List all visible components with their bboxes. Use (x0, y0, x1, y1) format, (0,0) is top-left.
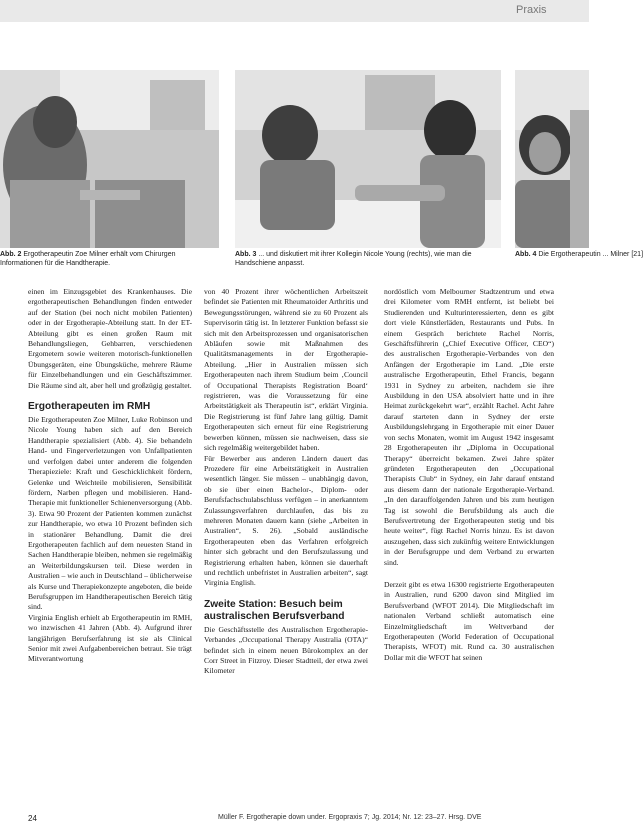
caption-text: ... und diskutiert mit ihrer Kollegin Nicole Young (rechts), wie man die Handschiene anpasst. (235, 251, 472, 267)
paragraph: Die Ergotherapeuten Zoe Milner, Luke Robinson und Nicole Young haben sich auf den Bereich Handtherapie spezialisiert (Abb. 4). Sie behandeln Hand- und Fingerverletzungen von Unfallpatienten und verfolgen dabei unter anderem die folgenden Therapieziele: Kraft und Geschicklichkeit fördern, Gelenke und Weichteile mobilisieren, Sensibilität fördern, Narben pflegen und mobilisieren. Hand-Therapie mit funktioneller Schienenversorgung (Abb. 3). Etwa 90 Prozent der Patienten kommen zunächst zur Handtherapie, wo etwa 10 Prozent befinden sich in stationärer Behandlung. Damit die drei Ergotherapeuten fachlich auf dem neuesten Stand in Sachen Handtherapie bleiben, nehmen sie regelmäßig an Weiterbildungskursen teil. Diese werden in Australien – wie auch in Deutschland – üblicherweise als Kurse und Therapiekonzepte angeboten, die beide Berufsgruppen im Handtherapeutischen Bereich tätig sind. (28, 415, 192, 612)
text-column-1 (28, 287, 192, 805)
paragraph: von 40 Prozent ihrer wöchentlichen Arbeitszeit befindet sie Patienten mit Rheumatoider Arthritis und Bewegungsstörungen, während sie zu 60 Prozent als Supervisorin tätig ist. In letzterer Funktion befasst sie sich mit den Arbeitsprozessen und organisatorischen Abläufen sowie mit Maßnahmen des Qualitätsmanagements in der Ergotherapie-Abteilung. „Hier in Australien müssen sich Ergotherapeuten nach ihrem Studium beim ‚Council of Occupational Therapists Registration Board‘ registrieren, was die Voraussetzung für eine Arbeitstätigkeit als Therapeutin ist“, erklärt Virginia. Die Registrierung ist fünf Jahre lang gültig. Damit Ergotherapeuten sich erneut für eine Registrierung bewerben können, müssen sie nachweisen, dass sie sich regelmäßig weitergebildet haben. (204, 287, 368, 453)
caption-label: Abb. 2 (0, 251, 22, 258)
paragraph: Für Bewerber aus anderen Ländern dauert das Prozedere für eine Arbeitstätigkeit in Australien wesentlich länger. Sie müssen – unabhängig davon, ob sie über einen Bachelor-, Diplom- oder Berufsfachschulabschluss verfügen – in anerkanntem Zulassungsverfahren durchlaufen, das bis zu mehreren Monaten dauern kann (siehe „Arbeiten in Australien“, S. 26). „Sobald ausländische Ergotherapeuten eben das Verfahren erfolgreich hinter sich gebracht und den Berufszulassung und Registrierung erhalten haben, können sie dauerhaft und rechtlich unbefristet in Australien arbeiten“, sagt Virginia English. (204, 453, 368, 588)
paragraph: Derzeit gibt es etwa 16300 registrierte Ergotherapeuten in Australien, rund 6200 davon sind Mitglied im Berufsverband (WFOT 2014). Die Mitgliedschaft im nationalen Verband schließt automatisch eine Einzelmitgliedschaft im Weltverband der Ergotherapeuten (World Federation of Occupational Therapists, WFOT) mit. Rund ca. 30 australischen Dollar mit die WFOT hat seinen (384, 579, 554, 662)
paragraph: nordöstlich vom Melbourner Stadtzentrum und etwa drei Kilometer vom RMH entfernt, ist beliebt bei Studierenden und Kulturinteressierten, denn es gibt dort viele Künstlerläden, Restaurants und Pubs. In einem Gespräch berichtete Rachel Norris, Geschäftsführerin („Chief Executive Officer, CEO“) des australischen Ergotherapie-Verbandes von den Anfängen der Ergotherapie im Land. „Die erste australische Ergotherapeutin, Ethel Francis, begann 1931 in Sydney zu arbeiten, nachdem sie ihre Ausbildung in den USA absolviert hatte und in ihre Heimat zurückgekehrt war“, erzählt Rachel. Acht Jahre darauf starteten dann in Sydney der erste Ausbildungslehrgang in Ergotherapie mit einer Dauer von sechs Monaten, womit im August 1942 insgesamt 28 Ergotherapeuten ihr „Diploma in Occupational Therapy“ überreicht bekamen. Zwei Jahre später gründeten Ergotherapeuten den „Occupational Therapists Club“ in Sydney, ein Jahr darauf entstand aus diesem dann der nationale Ergotherapie-Verband. „In den darauffolgenden Jahren und bis zum heutigen Tag ist sowohl die Berufsbildung als auch die Berufsvertretung der Ergotherapeuten stetig und bis heute weiter“, fügt Rachel Norris hinzu. Es ist davon auszugehen, dass sich zukünftig weitere Entwicklungen in der Berufsgruppe und dem Verband zu erwarten sind. (384, 287, 554, 567)
caption-label: Abb. 3 (235, 251, 257, 258)
page-number: 24 (28, 814, 37, 823)
section-label: Praxis (516, 4, 547, 16)
header-band (0, 0, 589, 22)
caption-figure-3 (235, 250, 501, 268)
caption-label: Abb. 4 (515, 251, 537, 258)
footer-citation: Müller F. Ergotherapie down under. Ergopraxis 7; Jg. 2014; Nr. 12: 23–27. Hrsg. DVE (218, 814, 482, 821)
text-column-3 (384, 287, 554, 805)
text-column-2 (204, 287, 368, 805)
paragraph-gap (384, 568, 554, 580)
caption-text: Die Ergotherapeutin ... Milner [21] (538, 251, 643, 258)
section-heading: Ergotherapeuten im RMH (28, 401, 151, 413)
caption-figure-2 (0, 250, 219, 268)
section-heading: Zweite Station: Besuch beim australischen Berufsverband (204, 598, 345, 622)
caption-figure-4 (515, 250, 643, 259)
paragraph: Die Geschäftsstelle des Australischen Ergotherapie-Verbandes „Occupational Therapy Australia (OTA)“ befindet sich in einem neuen Bürokomplex an der Corr Street in Fitzroy. Dieser Stadtteil, der etwa zwei Kilometer (204, 624, 368, 676)
photo-therapists-fitting-splint (235, 70, 501, 248)
caption-text: Ergotherapeutin Zoe Milner erhält vom Chirurgen Informationen für die Handtherapie. (0, 251, 176, 267)
paragraph: Virginia English erhielt ab Ergotherapeutin im RMH, wo inzwischen 41 Jahren (Abb. 4). Aufgrund ihrer langjährigen Berufserfahrung ist sie als Clinical Senior mit zwei Aufgabenbereichen betraut. Sie trägt Mitverantwortung (28, 612, 192, 664)
photo-therapist-portrait (515, 70, 589, 248)
paragraph: einen im Einzugsgebiet des Krankenhauses. Die ergotherapeutischen Behandlungen finden entweder auf der Station (bei noch nicht mobilen Patienten) oder in der Ergotherapie-Abteilung statt. In der ET-Abteilung gibt es einen großen Raum mit Behandlungsliegen, Gehbarren, verschiedenen Ergometern sowie weiteren motorisch-funktionellen Übungsgeräten, eine Übungsküche, mehrere Räume für Einzelbehandlungen und ein Geschäftszimmer. Die Räume sind alt, aber hell und großzügig gestaltet. (28, 287, 192, 390)
photo-therapist-with-surgeon (0, 70, 219, 248)
